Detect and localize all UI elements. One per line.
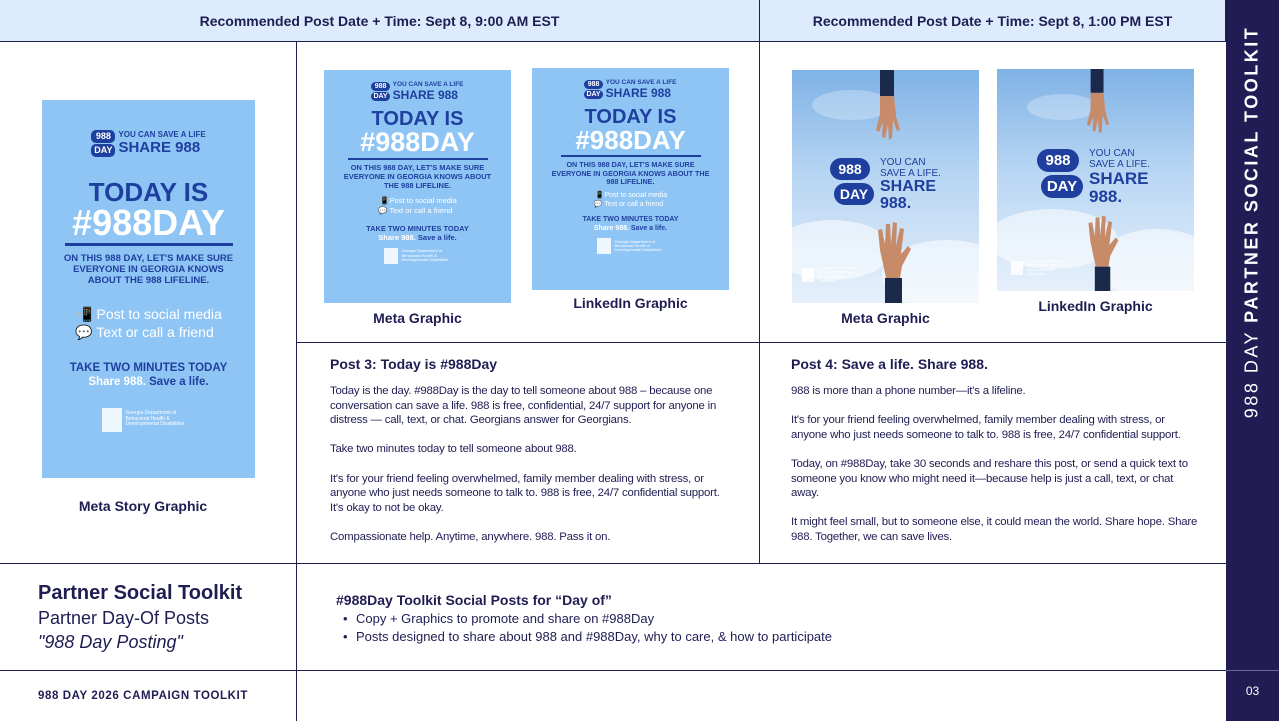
graphic-list: 📲 Post to social media 💬 Text or call a friend [75, 305, 222, 340]
agency-logo: Georgia Department of Behavioral Health & Developmental Disabilities [102, 408, 196, 432]
meta-graphic-sky [792, 70, 979, 303]
post-3-title: Post 3: Today is #988Day [330, 356, 498, 372]
post-4-paragraph: It's for your friend feeling overwhelmed, family member dealing with stress, or anyone who just needs someone to talk to. 988 is free, 24/7 confidential support. [791, 414, 1181, 441]
post-4-title: Post 4: Save a life. Share 988. [791, 356, 988, 372]
agency-logo: Georgia Department of Behavioral Health & Developmental Disabilities [802, 266, 864, 284]
list-item: • Copy + Graphics to promote and share on #988Day [336, 610, 832, 628]
graphic-cta: TAKE TWO MINUTES TODAY Share 988. Save a life. [582, 216, 679, 232]
post-3 [330, 356, 730, 559]
caption-meta-graphic-2: Meta Graphic [841, 310, 930, 326]
post-3-paragraph: Compassionate help. Anytime, anywhere. 988. Pass it on. [330, 530, 611, 543]
meta-story-graphic [42, 100, 255, 478]
seal-icon [1011, 261, 1023, 275]
post-4-paragraph: 988 is more than a phone number—it's a lifeline. [791, 385, 1026, 397]
agency-logo: Georgia Department of Behavioral Health & Developmental Disabilities [1011, 259, 1073, 277]
divider [1226, 670, 1279, 671]
agency-logo: Georgia Department of Behavioral Health & Developmental Disabilities [597, 238, 665, 254]
today-is-heading: TODAY IS [371, 108, 464, 131]
footer-subtitle: Partner Day-Of Posts [38, 608, 210, 628]
share-988-logo: 988 DAY YOU CAN SAVE A LIFE SHARE 988 [586, 79, 677, 100]
header-left: Recommended Post Date + Time: Sept 8, 9:00 AM EST [0, 0, 760, 42]
sidebar-title: 988 DAY PARTNER SOCIAL TOOLKIT [1241, 25, 1262, 419]
seal-icon [802, 268, 814, 282]
caption-linkedin-graphic-2: LinkedIn Graphic [1038, 298, 1153, 314]
page-number: 03 [1245, 684, 1260, 698]
post-3-paragraph: Take two minutes today to tell someone about 988. [330, 443, 577, 456]
seal-icon [597, 238, 611, 254]
today-is-heading: TODAY IS [584, 106, 677, 129]
divider [0, 670, 1226, 671]
post-3-paragraph: Today is the day. #988Day is the day to tell someone about 988 – because one conversation can save a life. 988 is free, confidential, 24/7 support for anyone in distress — call, text, or chat. Georgians answer for Georgians. [330, 385, 717, 427]
post-3-paragraph: It's for your friend feeling overwhelmed, family member dealing with stress, or anyone who just needs someone to talk to. 988 is free, 24/7 confidential support. It's okay to not be okay. [330, 472, 720, 514]
graphic-list: 📲 Post to social media 💬 Text or call a friend [593, 192, 668, 209]
footer-summary [336, 592, 832, 646]
share-988-logo: 988 DAY YOU CAN SAVE A LIFE. SHARE 988. [1037, 149, 1150, 206]
graphic-body: ON THIS 988 DAY, LET'S MAKE SURE EVERYONE IN GEORGIA KNOWS ABOUT THE 988 LIFELINE. [63, 253, 234, 286]
caption-meta-graphic-1: Meta Graphic [373, 310, 462, 326]
today-is-heading: TODAY IS [88, 177, 209, 207]
post-4-paragraph: Today, on #988Day, take 30 seconds and reshare this post, or send a quick text to someone you know who might need it—because help is just a call, text, or chat away. [791, 457, 1188, 500]
linkedin-graphic [532, 68, 729, 290]
footer-section-title: #988Day Toolkit Social Posts for “Day of” [336, 592, 612, 608]
graphic-list: 📲 Post to social media 💬 Text or call a friend [378, 196, 457, 216]
meta-graphic [324, 70, 511, 303]
graphic-cta: TAKE TWO MINUTES TODAY Share 988. Save a life. [69, 361, 228, 388]
footer-title: Partner Social Toolkit [38, 582, 243, 604]
seal-icon [102, 408, 122, 432]
graphic-body: ON THIS 988 DAY, LET'S MAKE SURE EVERYONE IN GEORGIA KNOWS ABOUT THE 988 LIFELINE. [343, 163, 492, 190]
hand-up-icon [1083, 213, 1123, 291]
footer-title-block [38, 582, 242, 653]
rule [65, 243, 233, 246]
caption-linkedin-graphic-1: LinkedIn Graphic [573, 295, 688, 311]
post-4-paragraph: It might feel small, but to someone else, it could mean the world. Share hope. Share 988. Together, we can save lives. [791, 516, 1198, 543]
hashtag-heading: #988DAY [575, 125, 686, 156]
hashtag-heading: #988DAY [72, 202, 225, 243]
hand-up-icon [872, 220, 916, 303]
header-right: Recommended Post Date + Time: Sept 8, 1:00 PM EST [760, 0, 1226, 42]
share-988-logo: 988 DAY YOU CAN SAVE A LIFE. SHARE 988. [830, 158, 941, 213]
divider [296, 42, 297, 721]
post-4 [791, 356, 1201, 559]
list-item: • Posts designed to share about 988 and #988Day, why to care, & how to participate [336, 628, 832, 646]
share-988-logo: 988 DAY YOU CAN SAVE A LIFE SHARE 988 [91, 130, 205, 157]
divider [296, 342, 1226, 343]
divider [0, 563, 1226, 564]
campaign-label: 988 DAY 2026 CAMPAIGN TOOLKIT [38, 690, 248, 702]
hand-down-icon [1081, 69, 1115, 139]
caption-meta-story: Meta Story Graphic [78, 498, 208, 514]
agency-logo: Georgia Department of Behavioral Health & Developmental Disabilities [384, 248, 452, 264]
seal-icon [384, 248, 398, 264]
share-988-logo: 988 DAY YOU CAN SAVE A LIFE SHARE 988 [373, 81, 464, 102]
linkedin-graphic-sky [997, 69, 1194, 291]
graphic-cta: TAKE TWO MINUTES TODAY Share 988. Save a life. [366, 224, 469, 243]
hashtag-heading: #988DAY [360, 127, 475, 158]
hand-down-icon [870, 70, 906, 146]
rule [561, 155, 701, 157]
graphic-body: ON THIS 988 DAY, LET'S MAKE SURE EVERYONE IN GEORGIA KNOWS ABOUT THE 988 LIFELINE. [551, 160, 710, 186]
rule [348, 158, 488, 160]
footer-subtitle-2: "988 Day Posting" [38, 632, 183, 652]
divider [759, 42, 760, 563]
